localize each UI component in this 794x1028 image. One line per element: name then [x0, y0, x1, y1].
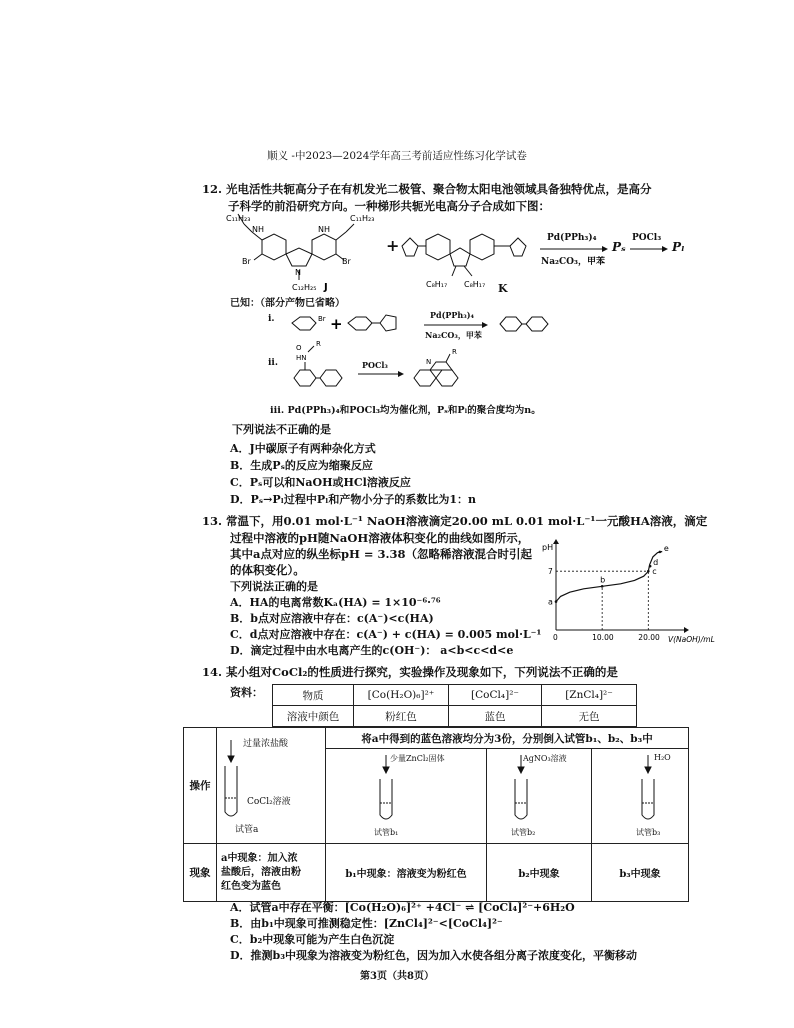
- tube-a-label: 试管a: [235, 824, 259, 835]
- tube-a-cell: [217, 728, 326, 844]
- known-ii-o: O: [296, 344, 302, 352]
- titration-curve: [556, 552, 662, 602]
- tube-a-solution: CoCl₂溶液: [247, 796, 291, 807]
- y-axis-arrow: [553, 539, 559, 544]
- q14-stem: 14. 某小组对CoCl₂的性质进行探究，实验操作及现象如下，下列说法不正确的是: [202, 665, 618, 679]
- q13-option-d: D．滴定过程中由水电离产生的c(OH⁻)： a<b<c<d<e: [230, 644, 514, 657]
- known-ii-hn: HN: [296, 354, 307, 362]
- tube-b2-reagent: AgNO₃溶液: [523, 754, 567, 763]
- k-alkyl-1: C₈H₁₇: [426, 280, 448, 289]
- ref-header-co-aqua: [Co(H₂O)₆]²⁺: [354, 685, 449, 706]
- tube-a-reagent: 过量浓盐酸: [243, 738, 289, 749]
- k-alkyl-2: C₈H₁₇: [464, 280, 486, 289]
- known-ii-arrow: [358, 370, 404, 378]
- known-label: 已知：（部分产物已省略）: [230, 298, 345, 309]
- j-br-left: Br: [242, 257, 251, 266]
- ref-header-cocl4: [CoCl₄]²⁻: [449, 685, 542, 706]
- arrow2-reagent: POCl₃: [632, 233, 662, 243]
- point-e: [659, 551, 662, 554]
- known-ii-label: ii.: [268, 358, 278, 368]
- q12-option-d: D．Pₛ→Pₗ过程中Pₗ和产物小分子的系数比为1：n: [230, 493, 476, 506]
- tube-b3-reagent: H₂O: [654, 753, 671, 762]
- phen-a-line-3: 红色变为蓝色: [221, 880, 281, 892]
- tube-b1-cell: [326, 749, 487, 844]
- label-j: J: [324, 282, 328, 293]
- q13-option-b: B．b点对应溶液中存在：c(A⁻)<c(HA): [230, 612, 434, 625]
- point-label-d: d: [653, 558, 659, 568]
- ref-color-pink: 粉红色: [354, 706, 449, 727]
- q12-stem-line-1: 12. 光电活性共轭高分子在有机发光二极管、聚合物太阳电池领域具备独特优点，是高分: [202, 182, 652, 196]
- tube-b1-label: 试管b₁: [374, 828, 399, 837]
- j-br-right: Br: [342, 257, 351, 266]
- point-b: [601, 585, 604, 588]
- known-i-conditions: Na₂CO₃，甲苯: [425, 330, 482, 340]
- q13-stem-line-1: 13. 常温下，用0.01 mol·L⁻¹ NaOH溶液滴定20.00 mL 0.01 mol·L⁻¹一元酸HA溶液，滴定: [202, 514, 708, 528]
- q12-option-b: B．生成Pₛ的反应为缩聚反应: [230, 459, 373, 472]
- tube-b1-reagent: 少量ZnCl₂固体: [390, 754, 445, 763]
- tube-b2-cell: [487, 749, 592, 844]
- q13-option-a: A．HA的电离常数Kₐ(HA) = 1×10⁻⁶·⁷⁶: [230, 596, 441, 609]
- x-tick-label: 10.00: [592, 633, 614, 642]
- tube-b2-label: 试管b₂: [511, 828, 536, 837]
- experiment-table: [183, 727, 689, 902]
- q12-stem-line-2: 子科学的前沿研究方向。一种梯形共轭光电高分子合成如下图：: [228, 199, 550, 213]
- known-ii-reagent: POCl₃: [362, 360, 388, 370]
- x-tick-label: 0: [553, 633, 558, 642]
- ref-header-substance: 物质: [273, 685, 354, 706]
- phen-header: 现象: [184, 844, 217, 902]
- q12-option-a: A．J中碳原子有两种杂化方式: [230, 442, 376, 455]
- known-i-label: i.: [268, 314, 275, 324]
- j-alkyl-n: C₁₂H₂₅: [292, 283, 317, 292]
- q14-option-a: A．试管a中存在平衡：[Co(H₂O)₆]²⁺ +4Cl⁻ ⇌ [CoCl₄]²⁻+6H₂O: [230, 901, 575, 914]
- q14-option-d: D．推测b₃中现象为溶液变为粉红色，因为加入水使各组分离子浓度变化，平衡移动: [230, 949, 638, 962]
- point-label-e: e: [663, 543, 669, 553]
- reaction-arrow-2: [630, 245, 668, 253]
- reference-color-table: [272, 684, 637, 727]
- j-nh-right: NH: [318, 225, 330, 234]
- phen-b3: b₃中现象: [592, 844, 689, 902]
- j-nh-left: NH: [252, 225, 264, 234]
- plus-sign: +: [386, 236, 400, 255]
- known-ii-ring-n: N: [426, 358, 432, 366]
- molecule-j-structure: [222, 210, 384, 296]
- page-footer: 第3页（共8页）: [360, 971, 434, 982]
- point-c: [647, 570, 650, 573]
- titration-chart: [540, 538, 740, 646]
- known-iii: iii. Pd(PPh₃)₄和POCl₃均为催化剂，Pₛ和Pₗ的聚合度均为n。: [270, 405, 541, 416]
- label-k: K: [498, 282, 508, 295]
- product-pl: Pₗ: [672, 240, 685, 254]
- x-axis-arrow: [684, 627, 689, 633]
- point-label-b: b: [600, 575, 606, 585]
- ref-row-label: 溶液中颜色: [273, 706, 354, 727]
- known-ii-ring-r: R: [452, 348, 457, 356]
- reaction-arrow-1: [540, 245, 608, 253]
- q13-stem-line-4: 的体积变化）。: [230, 563, 305, 577]
- phenanthridine-product: [408, 344, 480, 396]
- tube-b3-cell: [592, 749, 689, 844]
- x-tick-label: 20.00: [638, 633, 660, 642]
- point-a: [555, 600, 558, 603]
- j-alkyl-right: C₁₁H₂₃: [350, 214, 375, 223]
- phen-a-line-1: a中现象：加入浓: [221, 852, 298, 864]
- split-instruction: 将a中得到的蓝色溶液均分为3份，分别倒入试管b₁、b₂、b₃中: [326, 728, 689, 749]
- j-nitrogen: N: [295, 268, 301, 277]
- known-i-br: Br: [318, 315, 326, 323]
- phen-a-line-2: 盐酸后，溶液由粉: [221, 866, 301, 878]
- point-d: [649, 565, 652, 568]
- q14-option-c: C．b₂中现象可能为产生白色沉淀: [230, 933, 395, 946]
- arrow1-conditions: Na₂CO₃，甲苯: [541, 257, 605, 267]
- known-i-plus: +: [330, 315, 343, 333]
- q13-option-c: C．d点对应溶液中存在：c(A⁻) + c(HA) = 0.005 mol·L⁻¹: [230, 628, 542, 641]
- arrow1-catalyst: Pd(PPh₃)₄: [547, 233, 597, 243]
- phen-a-cell: [217, 844, 326, 902]
- ref-color-colorless: 无色: [542, 706, 637, 727]
- point-label-c: c: [652, 567, 657, 577]
- tube-b3-drawing: [636, 753, 666, 823]
- q13-stem-line-3: 其中a点对应的纵坐标pH = 3.38（忽略稀溶液混合时引起: [230, 547, 533, 561]
- q12-question: 下列说法不正确的是: [232, 423, 331, 436]
- known-i-catalyst: Pd(PPh₃)₄: [430, 310, 475, 320]
- molecule-k-structure: [398, 216, 538, 292]
- y-tick-label: 7: [548, 567, 553, 577]
- ref-header-zncl4: [ZnCl₄]²⁻: [542, 685, 637, 706]
- y-axis-label: pH: [542, 543, 554, 552]
- product-ps: Pₛ: [612, 240, 626, 254]
- q13-question: 下列说法正确的是: [230, 580, 318, 593]
- q13-stem-line-2: 过程中溶液的pH随NaOH溶液体积变化的曲线如图所示，: [230, 531, 530, 545]
- tube-b3-label: 试管b₃: [636, 828, 661, 837]
- exam-header: 顺义 -中2023—2024学年高三考前适应性练习化学试卷: [267, 150, 527, 162]
- phen-b2: b₂中现象: [487, 844, 592, 902]
- known-i-arrow: [424, 321, 488, 329]
- phen-b1: b₁中现象：溶液变为粉红色: [326, 844, 487, 902]
- j-alkyl-left: C₁₁H₂₃: [226, 214, 251, 223]
- q14-ref-label: 资料：: [230, 686, 263, 699]
- x-axis-label: V(NaOH)/mL: [668, 635, 715, 644]
- known-ii-reactant: [284, 338, 356, 398]
- op-header: 操作: [184, 728, 217, 844]
- point-label-a: a: [548, 597, 553, 607]
- biphenyl-product: [496, 312, 554, 336]
- ref-color-blue: 蓝色: [449, 706, 542, 727]
- known-ii-r: R: [316, 340, 321, 348]
- q12-option-c: C．Pₛ可以和NaOH或HCl溶液反应: [230, 476, 411, 489]
- q14-option-b: B．由b₁中现象可推测稳定性：[ZnCl₄]²⁻<[CoCl₄]²⁻: [230, 917, 503, 930]
